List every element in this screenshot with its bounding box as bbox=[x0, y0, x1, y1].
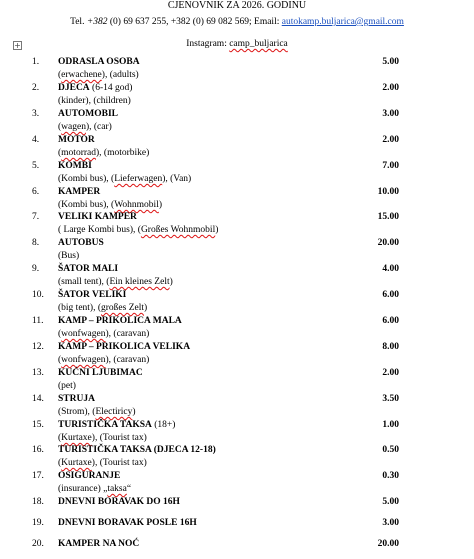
item-name bbox=[58, 496, 180, 508]
phone-code: +382 bbox=[86, 17, 108, 27]
item-price: 3.00 bbox=[382, 109, 399, 119]
row-number: 15. bbox=[32, 420, 44, 430]
item-name bbox=[58, 186, 100, 198]
item-price: 4.00 bbox=[382, 264, 399, 274]
translation-text: ) bbox=[169, 277, 173, 287]
translation-text: ( bbox=[58, 148, 62, 158]
item-translation bbox=[58, 380, 76, 392]
instagram-handle: camp_buljarica bbox=[229, 39, 288, 49]
item-price: 1.00 bbox=[382, 420, 399, 430]
row-number: 20. bbox=[32, 539, 44, 549]
row-number: 8. bbox=[32, 238, 40, 248]
item-price: 8.00 bbox=[382, 342, 399, 352]
translation-text: ( bbox=[58, 70, 62, 80]
misspelled-word: Electiricy bbox=[95, 407, 133, 417]
item-name bbox=[58, 56, 140, 68]
translation-text: (pet) bbox=[58, 381, 76, 391]
item-name bbox=[58, 134, 95, 146]
row-number: 13. bbox=[32, 368, 44, 378]
item-price: 5.00 bbox=[382, 497, 399, 507]
item-name-text: ODRASLA OSOBA bbox=[58, 57, 140, 67]
item-price: 20.00 bbox=[377, 238, 399, 248]
translation-text: (Bus) bbox=[58, 251, 80, 261]
row-number: 11. bbox=[32, 316, 44, 326]
item-name-text: TURISTIČKA TAKSA bbox=[58, 420, 152, 430]
translation-text: (small tent), ( bbox=[58, 277, 110, 287]
item-name-text: KAMPER bbox=[58, 187, 101, 197]
item-translation bbox=[58, 302, 147, 314]
item-name bbox=[58, 315, 182, 327]
item-name bbox=[58, 211, 137, 223]
row-number: 2. bbox=[32, 83, 40, 93]
translation-text: (Kombi bus), ( bbox=[58, 174, 115, 184]
row-number: 17. bbox=[32, 471, 44, 481]
item-name-text: MOTOR bbox=[58, 135, 95, 145]
translation-text: ), (caravan) bbox=[105, 329, 150, 339]
item-price: 0.30 bbox=[382, 471, 399, 481]
item-name bbox=[58, 538, 139, 550]
item-name-text: DNEVNI BORAVAK DO 16H bbox=[58, 497, 180, 507]
translation-text: ), (car) bbox=[85, 122, 112, 132]
item-price: 20.00 bbox=[377, 539, 399, 549]
item-translation bbox=[58, 147, 149, 159]
contact-prefix: Tel. bbox=[70, 17, 87, 27]
item-translation bbox=[58, 483, 131, 495]
translation-text: ) bbox=[144, 303, 148, 313]
item-name bbox=[58, 470, 120, 482]
item-name-text: KAMP – PRIKOLICA VELIKA bbox=[58, 342, 191, 352]
item-translation bbox=[58, 199, 162, 211]
item-translation bbox=[58, 121, 112, 133]
item-translation bbox=[58, 328, 149, 340]
misspelled-word: wagen bbox=[61, 122, 86, 132]
item-name bbox=[58, 160, 92, 172]
translation-text: ) bbox=[215, 225, 219, 235]
item-name-text: ŠATOR MALI bbox=[58, 264, 119, 274]
misspelled-word: taksa bbox=[107, 484, 127, 494]
translation-text: ( bbox=[58, 329, 62, 339]
item-name bbox=[58, 419, 175, 431]
translation-text: ( bbox=[58, 355, 62, 365]
translation-text: ) bbox=[132, 407, 136, 417]
row-number: 9. bbox=[32, 264, 40, 274]
translation-text: ), (caravan) bbox=[105, 355, 150, 365]
item-price: 10.00 bbox=[377, 187, 399, 197]
row-number: 16. bbox=[32, 445, 44, 455]
item-price: 0.50 bbox=[382, 445, 399, 455]
misspelled-word: großes Zelt bbox=[101, 303, 145, 313]
item-translation bbox=[58, 432, 147, 444]
row-number: 18. bbox=[32, 497, 44, 507]
translation-text: ), (Van) bbox=[162, 174, 192, 184]
translation-text: ), (motorbike) bbox=[96, 148, 150, 158]
email-link[interactable]: autokamp.buljarica@gmail.com bbox=[281, 17, 404, 27]
misspelled-word: erwachene bbox=[61, 70, 102, 80]
table-move-handle-icon[interactable]: + bbox=[14, 41, 21, 50]
item-name bbox=[58, 341, 190, 353]
item-price: 6.00 bbox=[382, 290, 399, 300]
row-number: 10. bbox=[32, 290, 44, 300]
item-name-text: KOMBI bbox=[58, 161, 92, 171]
translation-text: ( bbox=[58, 122, 62, 132]
item-name bbox=[58, 82, 132, 94]
row-number: 3. bbox=[32, 109, 40, 119]
row-number: 6. bbox=[32, 187, 40, 197]
item-name bbox=[58, 237, 104, 249]
item-name bbox=[58, 367, 143, 379]
item-price: 2.00 bbox=[382, 135, 399, 145]
instagram-label: Instagram: bbox=[186, 39, 230, 49]
item-name-note: (18+) bbox=[151, 420, 176, 430]
contact-line bbox=[0, 16, 474, 28]
translation-text: (kinder), (children) bbox=[58, 96, 131, 106]
item-name-text: TURISTIČKA TAKSA (DJECA 12-18) bbox=[58, 445, 216, 455]
translation-text: (Kombi bus), ( bbox=[58, 200, 115, 210]
item-price: 3.50 bbox=[382, 394, 399, 404]
row-number: 4. bbox=[32, 135, 40, 145]
item-translation bbox=[58, 457, 147, 469]
item-price: 15.00 bbox=[377, 212, 399, 222]
item-name-text: DJECA bbox=[58, 83, 90, 93]
translation-text: ) bbox=[158, 200, 162, 210]
item-translation bbox=[58, 95, 131, 107]
item-translation bbox=[58, 224, 218, 236]
misspelled-word: Lieferwagen bbox=[114, 174, 163, 184]
translation-text: ), (Tourist tax) bbox=[91, 458, 147, 468]
contact-details: (0) 69 637 255, +382 (0) 69 082 569; Email: bbox=[107, 17, 282, 27]
item-translation bbox=[58, 354, 149, 366]
item-name-text: KAMPER NA NOĆ bbox=[58, 539, 140, 549]
translation-text: ( bbox=[58, 458, 62, 468]
row-number: 7. bbox=[32, 212, 40, 222]
item-name-text: KUĆNI LJUBIMAC bbox=[58, 368, 143, 378]
item-name-note: (6-14 god) bbox=[89, 83, 133, 93]
translation-text: ( bbox=[58, 433, 62, 443]
item-name-text: ŠATOR VELIKI bbox=[58, 290, 127, 300]
item-translation bbox=[58, 250, 79, 262]
item-name bbox=[58, 263, 118, 275]
row-number: 12. bbox=[32, 342, 44, 352]
item-name-text: AUTOMOBIL bbox=[58, 109, 119, 119]
item-name bbox=[58, 444, 216, 456]
translation-text: (big tent), ( bbox=[58, 303, 102, 313]
instagram-line bbox=[0, 38, 474, 50]
misspelled-word: motorrad bbox=[61, 148, 96, 158]
translation-text: (Strom), ( bbox=[58, 407, 96, 417]
item-translation bbox=[58, 173, 191, 185]
item-name-text: KAMP – PRIKOLICA MALA bbox=[58, 316, 182, 326]
misspelled-word: Wohnmobil bbox=[114, 200, 159, 210]
misspelled-word: Großes Wohnmobil bbox=[140, 225, 216, 235]
translation-text: ), (adults) bbox=[101, 70, 139, 80]
item-price: 3.00 bbox=[382, 518, 399, 528]
row-number: 14. bbox=[32, 394, 44, 404]
item-price: 2.00 bbox=[382, 83, 399, 93]
item-translation bbox=[58, 406, 136, 418]
item-name-text: AUTOBUS bbox=[58, 238, 104, 248]
item-name bbox=[58, 289, 126, 301]
item-price: 7.00 bbox=[382, 161, 399, 171]
item-name bbox=[58, 108, 118, 120]
misspelled-word: Ein kleines Zelt bbox=[109, 277, 170, 287]
item-price: 2.00 bbox=[382, 368, 399, 378]
item-price: 6.00 bbox=[382, 316, 399, 326]
price-list-title: CJENOVNIK ZA 2026. GODINU bbox=[167, 0, 307, 11]
misspelled-word: Kurtaxe bbox=[61, 458, 92, 468]
misspelled-word: wonfwagen bbox=[61, 355, 106, 365]
translation-text: “ bbox=[126, 484, 132, 494]
misspelled-word: wonfwagen bbox=[61, 329, 106, 339]
row-number: 19. bbox=[32, 518, 44, 528]
translation-text: (insurance) „ bbox=[58, 484, 108, 494]
item-translation bbox=[58, 276, 173, 288]
item-translation bbox=[58, 69, 139, 81]
item-name-text: OSIGURANJE bbox=[58, 471, 121, 481]
item-name bbox=[58, 517, 197, 529]
item-name-text: DNEVNI BORAVAK POSLE 16H bbox=[58, 518, 197, 528]
item-name bbox=[58, 393, 95, 405]
item-price: 5.00 bbox=[382, 57, 399, 67]
misspelled-word: Kurtaxe bbox=[61, 433, 92, 443]
item-name-text: STRUJA bbox=[58, 394, 95, 404]
translation-text: ( Large Kombi bus), ( bbox=[58, 225, 141, 235]
item-name-text: VELIKI KAMPER bbox=[58, 212, 137, 222]
translation-text: ), (Tourist tax) bbox=[91, 433, 147, 443]
row-number: 5. bbox=[32, 161, 40, 171]
row-number: 1. bbox=[32, 57, 40, 67]
